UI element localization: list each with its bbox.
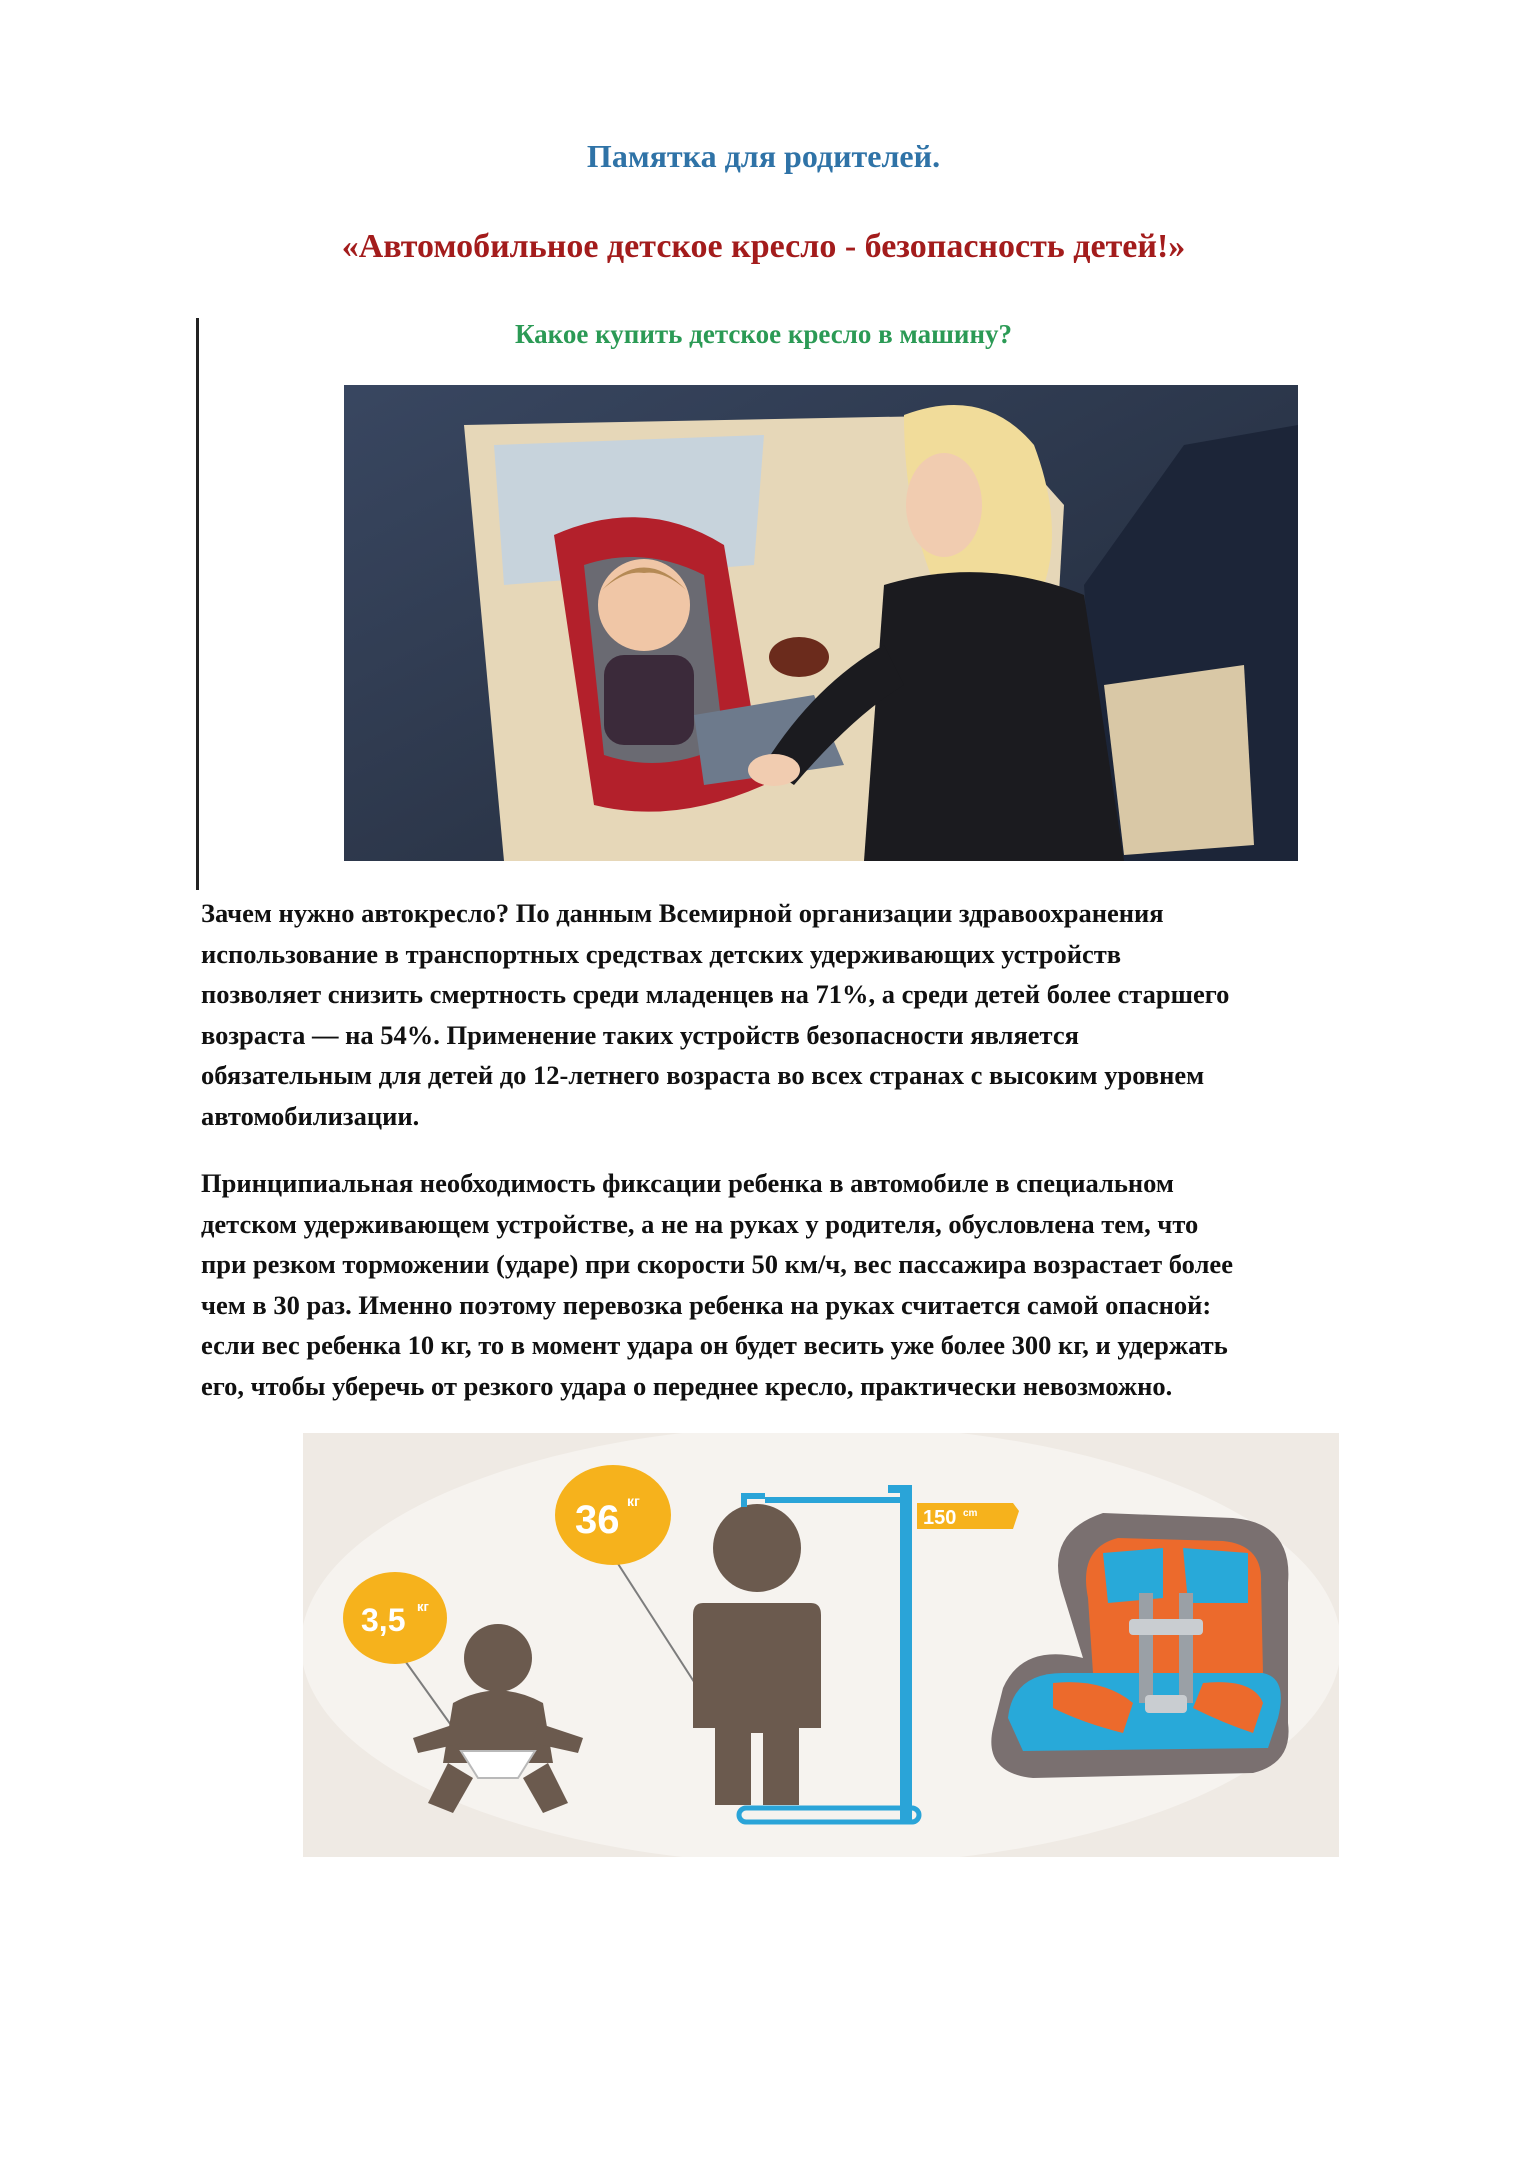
baby-weight-unit: кг: [417, 1599, 429, 1614]
child-weight-label: 36: [575, 1498, 620, 1542]
paragraph-why-car-seat: Зачем нужно автокресло? По данным Всемирной организации здравоохранения использование в транспортных средствах детских удерживающих устройств позволяет снизить смертность среди младенцев на 71%, а среди детей более старшего возраста — на 54%. Применение таких устройств безопасности является обязательным для детей до 12-летнего возраста во всех странах с высоким уровнем автомобилизации.: [201, 898, 1230, 1131]
mother-child-car-seat-photo: [344, 385, 1298, 861]
child-weight-unit: кг: [627, 1493, 640, 1509]
margin-rule: [196, 318, 199, 890]
height-label: 150: [923, 1507, 957, 1529]
section-heading: Какое купить детское кресло в машину?: [514, 319, 1013, 349]
height-unit: cm: [963, 1508, 978, 1519]
weight-height-infographic: [303, 1433, 1339, 1857]
page-title: Памятка для родителей.: [586, 138, 941, 174]
page-subtitle-quote: «Автомобильное детское кресло - безопасность детей!»: [341, 228, 1186, 265]
baby-weight-label: 3,5: [361, 1602, 406, 1638]
paragraph-impact-weight: Принципиальная необходимость фиксации ребенка в автомобиле в специальном детском удерживающем устройстве, а не на руках у родителя, обусловлена тем, что при резком торможении (ударе) при скорости 50 км/ч, вес пассажира возрастает более чем в 30 раз. Именно поэтому перевозка ребенка на руках считается самой опасной: если вес ребенка 10 кг, то в момент удара он будет весить уже более 300 кг, и удержать его, чтобы уберечь от резкого удара о переднее кресло, практически невозможно.: [201, 1168, 1233, 1401]
